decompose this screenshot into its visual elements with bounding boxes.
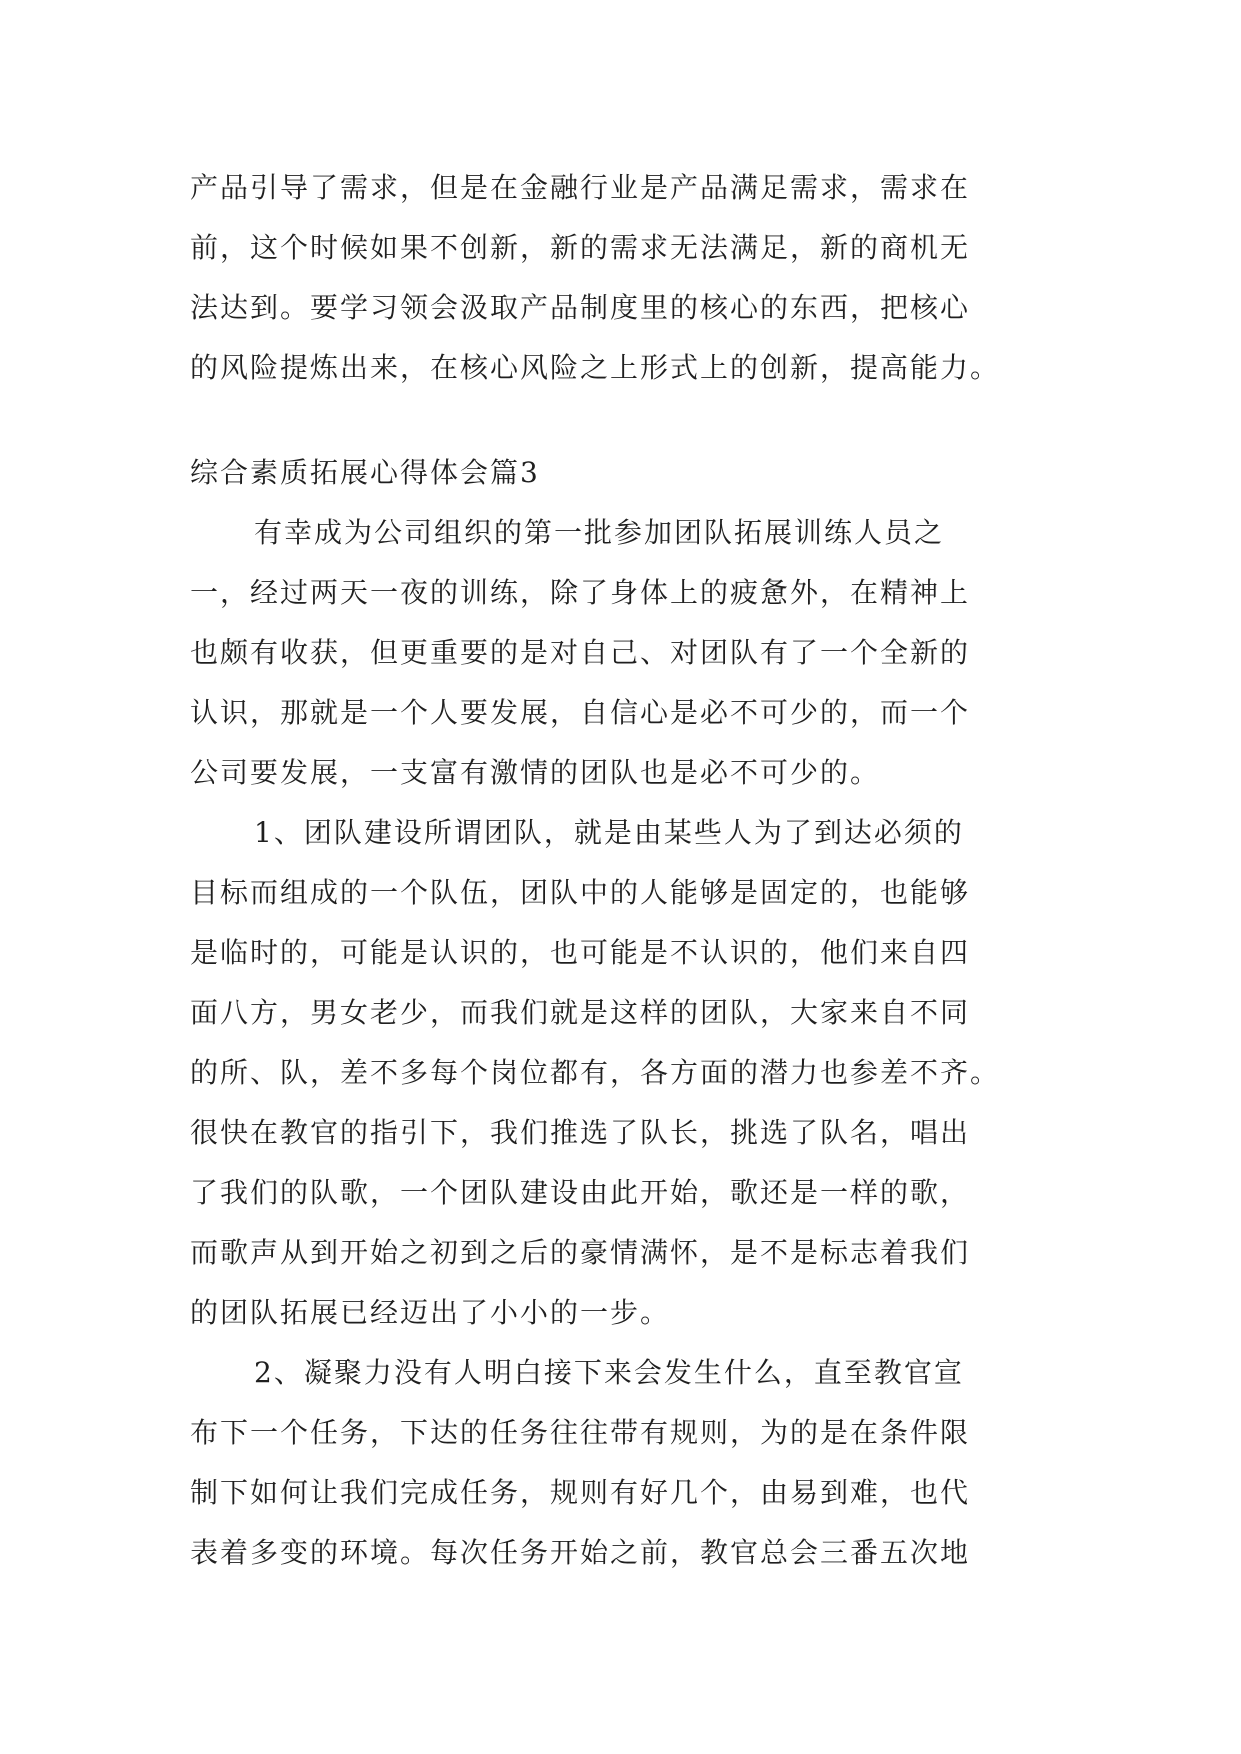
document-body: [190, 158, 1050, 1583]
text-line: 的团队拓展已经迈出了小小的一步。: [190, 1296, 671, 1329]
text-line: 表着多变的环境。每次任务开始之前，教官总会三番五次地: [190, 1536, 971, 1569]
text-line: 布下一个任务，下达的任务往往带有规则，为的是在条件限: [190, 1416, 971, 1449]
text-line: 而歌声从到开始之初到之后的豪情满怀，是不是标志着我们: [190, 1236, 971, 1269]
text-line: 产品引导了需求，但是在金融行业是产品满足需求，需求在: [190, 171, 971, 204]
paragraph-3: [190, 1343, 1050, 1583]
text-line: 制下如何让我们完成任务，规则有好几个，由易到难，也代: [190, 1476, 971, 1509]
text-line: 一，经过两天一夜的训练，除了身体上的疲惫外，在精神上: [190, 576, 971, 609]
text-line: 1、团队建设所谓团队，就是由某些人为了到达必须的: [254, 816, 964, 849]
section-spacer: [190, 398, 1050, 443]
intro-paragraph: [190, 158, 1050, 398]
text-line: 法达到。要学习领会汲取产品制度里的核心的东西，把核心: [190, 291, 971, 324]
text-line: 了我们的队歌，一个团队建设由此开始，歌还是一样的歌，: [190, 1176, 971, 1209]
text-line: 有幸成为公司组织的第一批参加团队拓展训练人员之: [254, 516, 945, 549]
text-line: 公司要发展，一支富有激情的团队也是必不可少的。: [190, 756, 881, 789]
text-line: 认识，那就是一个人要发展，自信心是必不可少的，而一个: [190, 696, 971, 729]
section-title: 综合素质拓展心得体会篇3: [190, 456, 540, 489]
text-line: 的所、队，差不多每个岗位都有，各方面的潜力也参差不齐。: [190, 1056, 1001, 1089]
paragraph-1: [190, 503, 1050, 803]
text-line: 也颇有收获，但更重要的是对自己、对团队有了一个全新的: [190, 636, 971, 669]
text-line: 2、凝聚力没有人明白接下来会发生什么，直至教官宣: [254, 1356, 964, 1389]
text-line: 很快在教官的指引下，我们推选了队长，挑选了队名，唱出: [190, 1116, 971, 1149]
text-line: 目标而组成的一个队伍，团队中的人能够是固定的，也能够: [190, 876, 971, 909]
paragraph-2: [190, 803, 1050, 1343]
text-line: 前，这个时候如果不创新，新的需求无法满足，新的商机无: [190, 231, 971, 264]
text-line: 面八方，男女老少，而我们就是这样的团队，大家来自不同: [190, 996, 971, 1029]
text-line: 的风险提炼出来，在核心风险之上形式上的创新，提高能力。: [190, 351, 1001, 384]
text-line: 是临时的，可能是认识的，也可能是不认识的，他们来自四: [190, 936, 971, 969]
